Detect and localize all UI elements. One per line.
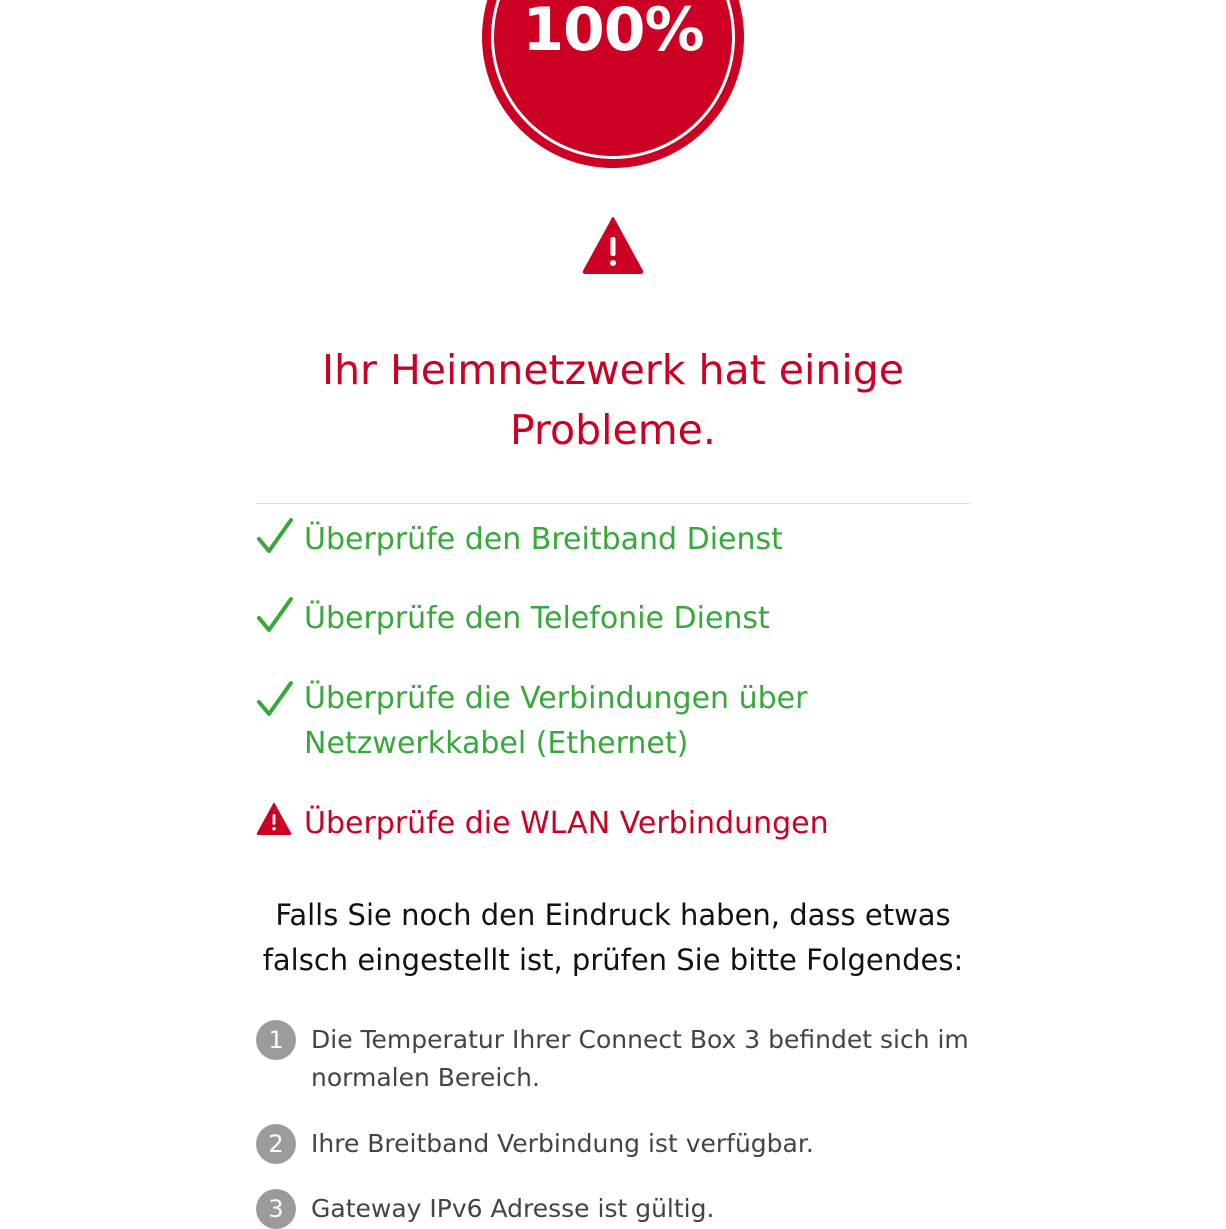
checkmark-icon <box>256 596 294 636</box>
check-item-label: Überprüfe die Verbindungen über Netzwerkkabel (Ethernet) <box>304 681 808 761</box>
checkmark-icon <box>256 517 294 557</box>
progress-circle <box>482 0 744 168</box>
step-item <box>256 1020 970 1100</box>
advice-text: Falls Sie noch den Eindruck haben, dass etwas falsch eingestellt ist, prüfen Sie bitte Folgendes: <box>262 898 964 977</box>
check-item-label: Überprüfe den Telefonie Dienst <box>304 601 770 636</box>
check-item-telephony <box>256 596 970 641</box>
checkmark-icon <box>256 680 294 720</box>
check-item-label: Überprüfe die WLAN Verbindungen <box>304 806 829 841</box>
step-number-badge: 3 <box>256 1189 296 1229</box>
step-item <box>256 1124 970 1166</box>
step-text: Gateway IPv6 Adresse ist gültig. <box>311 1194 715 1223</box>
step-number-badge: 1 <box>256 1020 296 1060</box>
check-item-broadband <box>256 517 970 562</box>
status-title: Ihr Heimnetzwerk hat einige Probleme. <box>321 346 904 454</box>
progress-percentage: 100% <box>522 0 704 65</box>
step-number-badge: 2 <box>256 1124 296 1164</box>
warning-icon <box>582 216 644 274</box>
step-item <box>256 1189 970 1228</box>
divider <box>256 503 970 504</box>
step-text: Die Temperatur Ihrer Connect Box 3 befindet sich im normalen Bereich. <box>311 1025 969 1092</box>
warning-icon <box>256 802 292 835</box>
check-item-label: Überprüfe den Breitband Dienst <box>304 522 783 557</box>
check-item-wlan <box>256 801 970 846</box>
check-item-ethernet <box>256 676 970 766</box>
step-text: Ihre Breitband Verbindung ist verfügbar. <box>311 1129 814 1158</box>
